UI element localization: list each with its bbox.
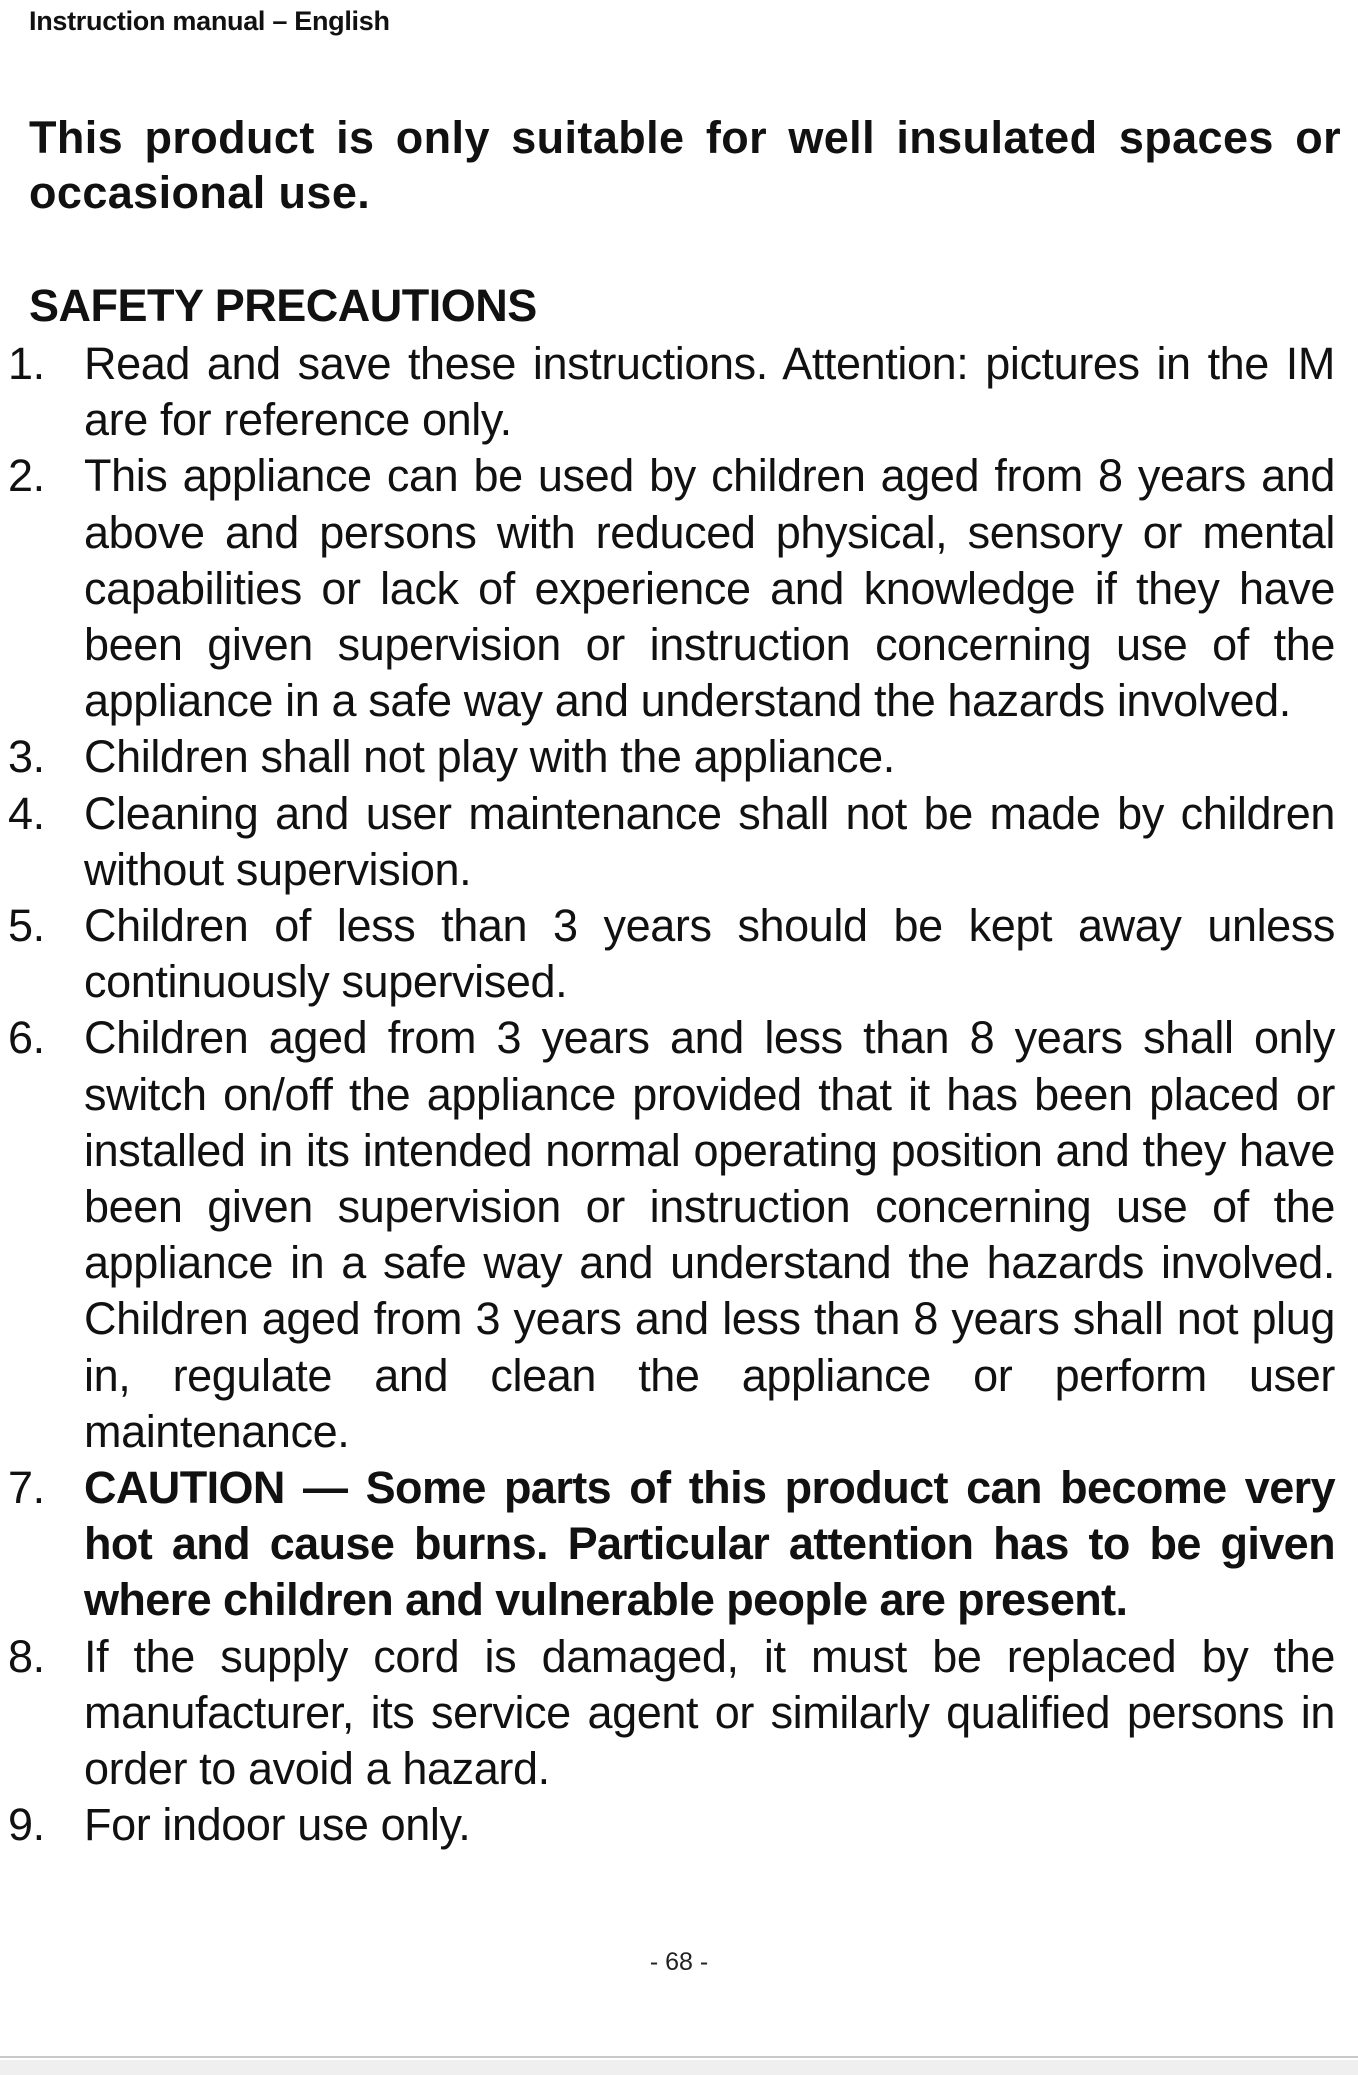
item-text: Cleaning and user maintenance shall not be made by children without supervision. [84, 787, 1335, 895]
page-bottom-divider [0, 2056, 1358, 2058]
item-text: This appliance can be used by children aged from 8 years and above and persons with reduced physical, sensory or mental capabilities or lack of experience and knowledge if they have been given supervision or instruction concerning use of the appliance in a safe way and understand the hazards involved. [84, 450, 1335, 727]
suitability-notice: This product is only suitable for well insulated spaces or occasional use. [29, 112, 1341, 218]
item-text: Read and save these instructions. Attention: pictures in the IM are for reference only. [84, 338, 1335, 446]
list-item [0, 1629, 1335, 1798]
page-bottom-edge [0, 2060, 1358, 2075]
item-text: Children aged from 3 years and less than 8 years shall only switch on/off the appliance provided that it has been placed or installed in its intended normal operating position and they have been given supervision or instruction concerning use of the appliance in a safe way and understand the hazards involved. Children aged from 3 years and less than 8 years shall not plug in, regulate and clean the appliance or perform user maintenance. [84, 1012, 1335, 1457]
page-number: - 68 - [649, 1948, 709, 1976]
item-text: Children shall not play with the appliance. [84, 731, 895, 783]
safety-precautions-list [0, 336, 1335, 1853]
caution-text: CAUTION — Some parts of this product can become very hot and cause burns. Particular attention has to be given where children and vulnerable people are present. [84, 1462, 1335, 1626]
item-number: 7. [8, 1462, 45, 1514]
list-item [0, 786, 1335, 898]
item-number: 6. [8, 1012, 45, 1064]
item-text: If the supply cord is damaged, it must be replaced by the manufacturer, its service agent or similarly qualified persons in order to avoid a hazard. [84, 1630, 1335, 1795]
list-item [0, 898, 1335, 1010]
item-number: 9. [8, 1799, 45, 1851]
list-item [0, 336, 1335, 448]
item-number: 4. [8, 787, 45, 839]
list-item [0, 448, 1335, 729]
item-text: For indoor use only. [84, 1799, 471, 1851]
item-number: 8. [8, 1630, 45, 1682]
item-number: 3. [8, 731, 45, 783]
item-text: Children of less than 3 years should be kept away unless continuously supervised. [84, 900, 1335, 1008]
item-number: 1. [8, 338, 45, 389]
section-title: SAFETY PRECAUTIONS [29, 280, 537, 331]
item-number: 5. [8, 900, 45, 952]
item-number: 2. [8, 450, 45, 502]
list-item [0, 1797, 1335, 1853]
list-item [0, 1010, 1335, 1460]
page-header: Instruction manual – English [29, 6, 390, 36]
caution-list-item [0, 1460, 1335, 1629]
list-item [0, 729, 1335, 785]
